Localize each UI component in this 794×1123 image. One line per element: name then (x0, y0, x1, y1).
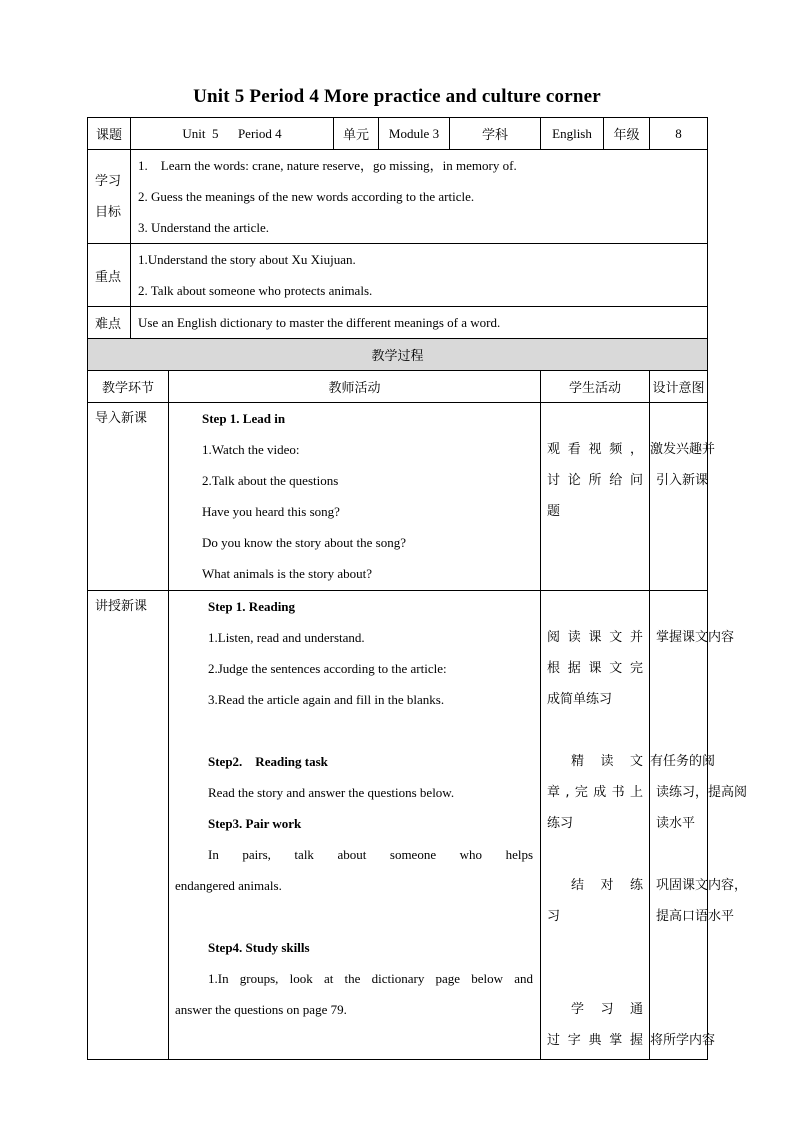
key-points-label: 重点 (88, 244, 131, 307)
unit-value: Module 3 (379, 118, 450, 150)
activity-line: 2.Judge the sentences according to the article: (208, 661, 447, 676)
page-title: Unit 5 Period 4 More practice and culture corner (193, 86, 601, 107)
activity-line: answer the questions on page 79. (175, 1002, 347, 1017)
goals-label: 学习 目标 (88, 150, 131, 244)
difficulty-row (88, 307, 708, 339)
goal-item: 1. Learn the words: crane, nature reserve，go missing，in memory of. (138, 158, 517, 173)
activity-line: endangered animals. (175, 878, 282, 893)
key-points-row (88, 244, 708, 307)
step-title: Step 1. Reading (208, 599, 296, 614)
column-header-intent: 设计意图 (650, 371, 708, 403)
header-row (88, 118, 708, 150)
process-header: 教学过程 (88, 339, 708, 371)
lesson-plan-table (87, 117, 748, 1060)
column-header-student: 学生活动 (541, 371, 650, 403)
goals-content (131, 150, 708, 244)
unit-label: 单元 (334, 118, 379, 150)
topic-value: Unit 5 Period 4 (131, 118, 334, 150)
activity-line: Have you heard this song? (202, 504, 340, 519)
step-title: Step2. Reading task (208, 754, 328, 769)
process-header-row (88, 339, 708, 371)
difficulty-text: Use an English dictionary to master the different meanings of a word. (131, 307, 708, 339)
grade-label: 年级 (604, 118, 650, 150)
student-activity: 阅读课文并 根据课文完 成简单练习 精读文 章,完成书上 练习 结对练 习 学习通 过字典掌握 (541, 591, 650, 1060)
stage-name: 讲授新课 (88, 591, 169, 1060)
subject-value: English (541, 118, 604, 150)
teacher-activity (169, 591, 541, 1060)
goal-item: 2. Guess the meanings of the new words according to the article. (138, 189, 475, 204)
goals-row (88, 150, 708, 244)
step-title: Step 1. Lead in (202, 411, 286, 426)
difficulty-label: 难点 (88, 307, 131, 339)
design-intent: 激发兴趣并 引入新课 (650, 403, 708, 591)
step-title: Step3. Pair work (208, 816, 302, 831)
goal-item: 3. Understand the article. (138, 220, 270, 235)
column-header-teacher: 教师活动 (169, 371, 541, 403)
teacher-activity (169, 403, 541, 591)
activity-line: 2.Talk about the questions (202, 473, 339, 488)
activity-line: In pairs, talk about someone who helps (208, 847, 534, 862)
stage-row-intro (88, 403, 708, 591)
column-header-row (88, 371, 708, 403)
column-header-stage: 教学环节 (88, 371, 169, 403)
activity-line: 1.Watch the video: (202, 442, 300, 457)
step-title: Step4. Study skills (208, 940, 310, 955)
design-intent: 掌握课文内容 有任务的阅 读练习，提高阅 读水平 巩固课文内容， 提高口语水平 将所学内容 (650, 591, 708, 1060)
activity-line: Do you know the story about the song? (202, 535, 407, 550)
key-points-content (131, 244, 708, 307)
activity-line: 1.In groups, look at the dictionary page below and (208, 971, 534, 986)
key-point-item: 1.Understand the story about Xu Xiujuan. (138, 252, 356, 267)
topic-label: 课题 (88, 118, 131, 150)
grade-value: 8 (650, 118, 708, 150)
student-activity: 观看视频， 讨论所给问 题 (541, 403, 650, 591)
activity-line: 1.Listen, read and understand. (208, 630, 365, 645)
activity-line: 3.Read the article again and fill in the blanks. (208, 692, 445, 707)
key-point-item: 2. Talk about someone who protects animals. (138, 283, 373, 298)
activity-line: Read the story and answer the questions below. (208, 785, 455, 800)
subject-label: 学科 (450, 118, 541, 150)
stage-name: 导入新课 (88, 403, 169, 591)
stage-row-new-lesson (88, 591, 708, 1060)
activity-line: What animals is the story about? (202, 566, 373, 581)
